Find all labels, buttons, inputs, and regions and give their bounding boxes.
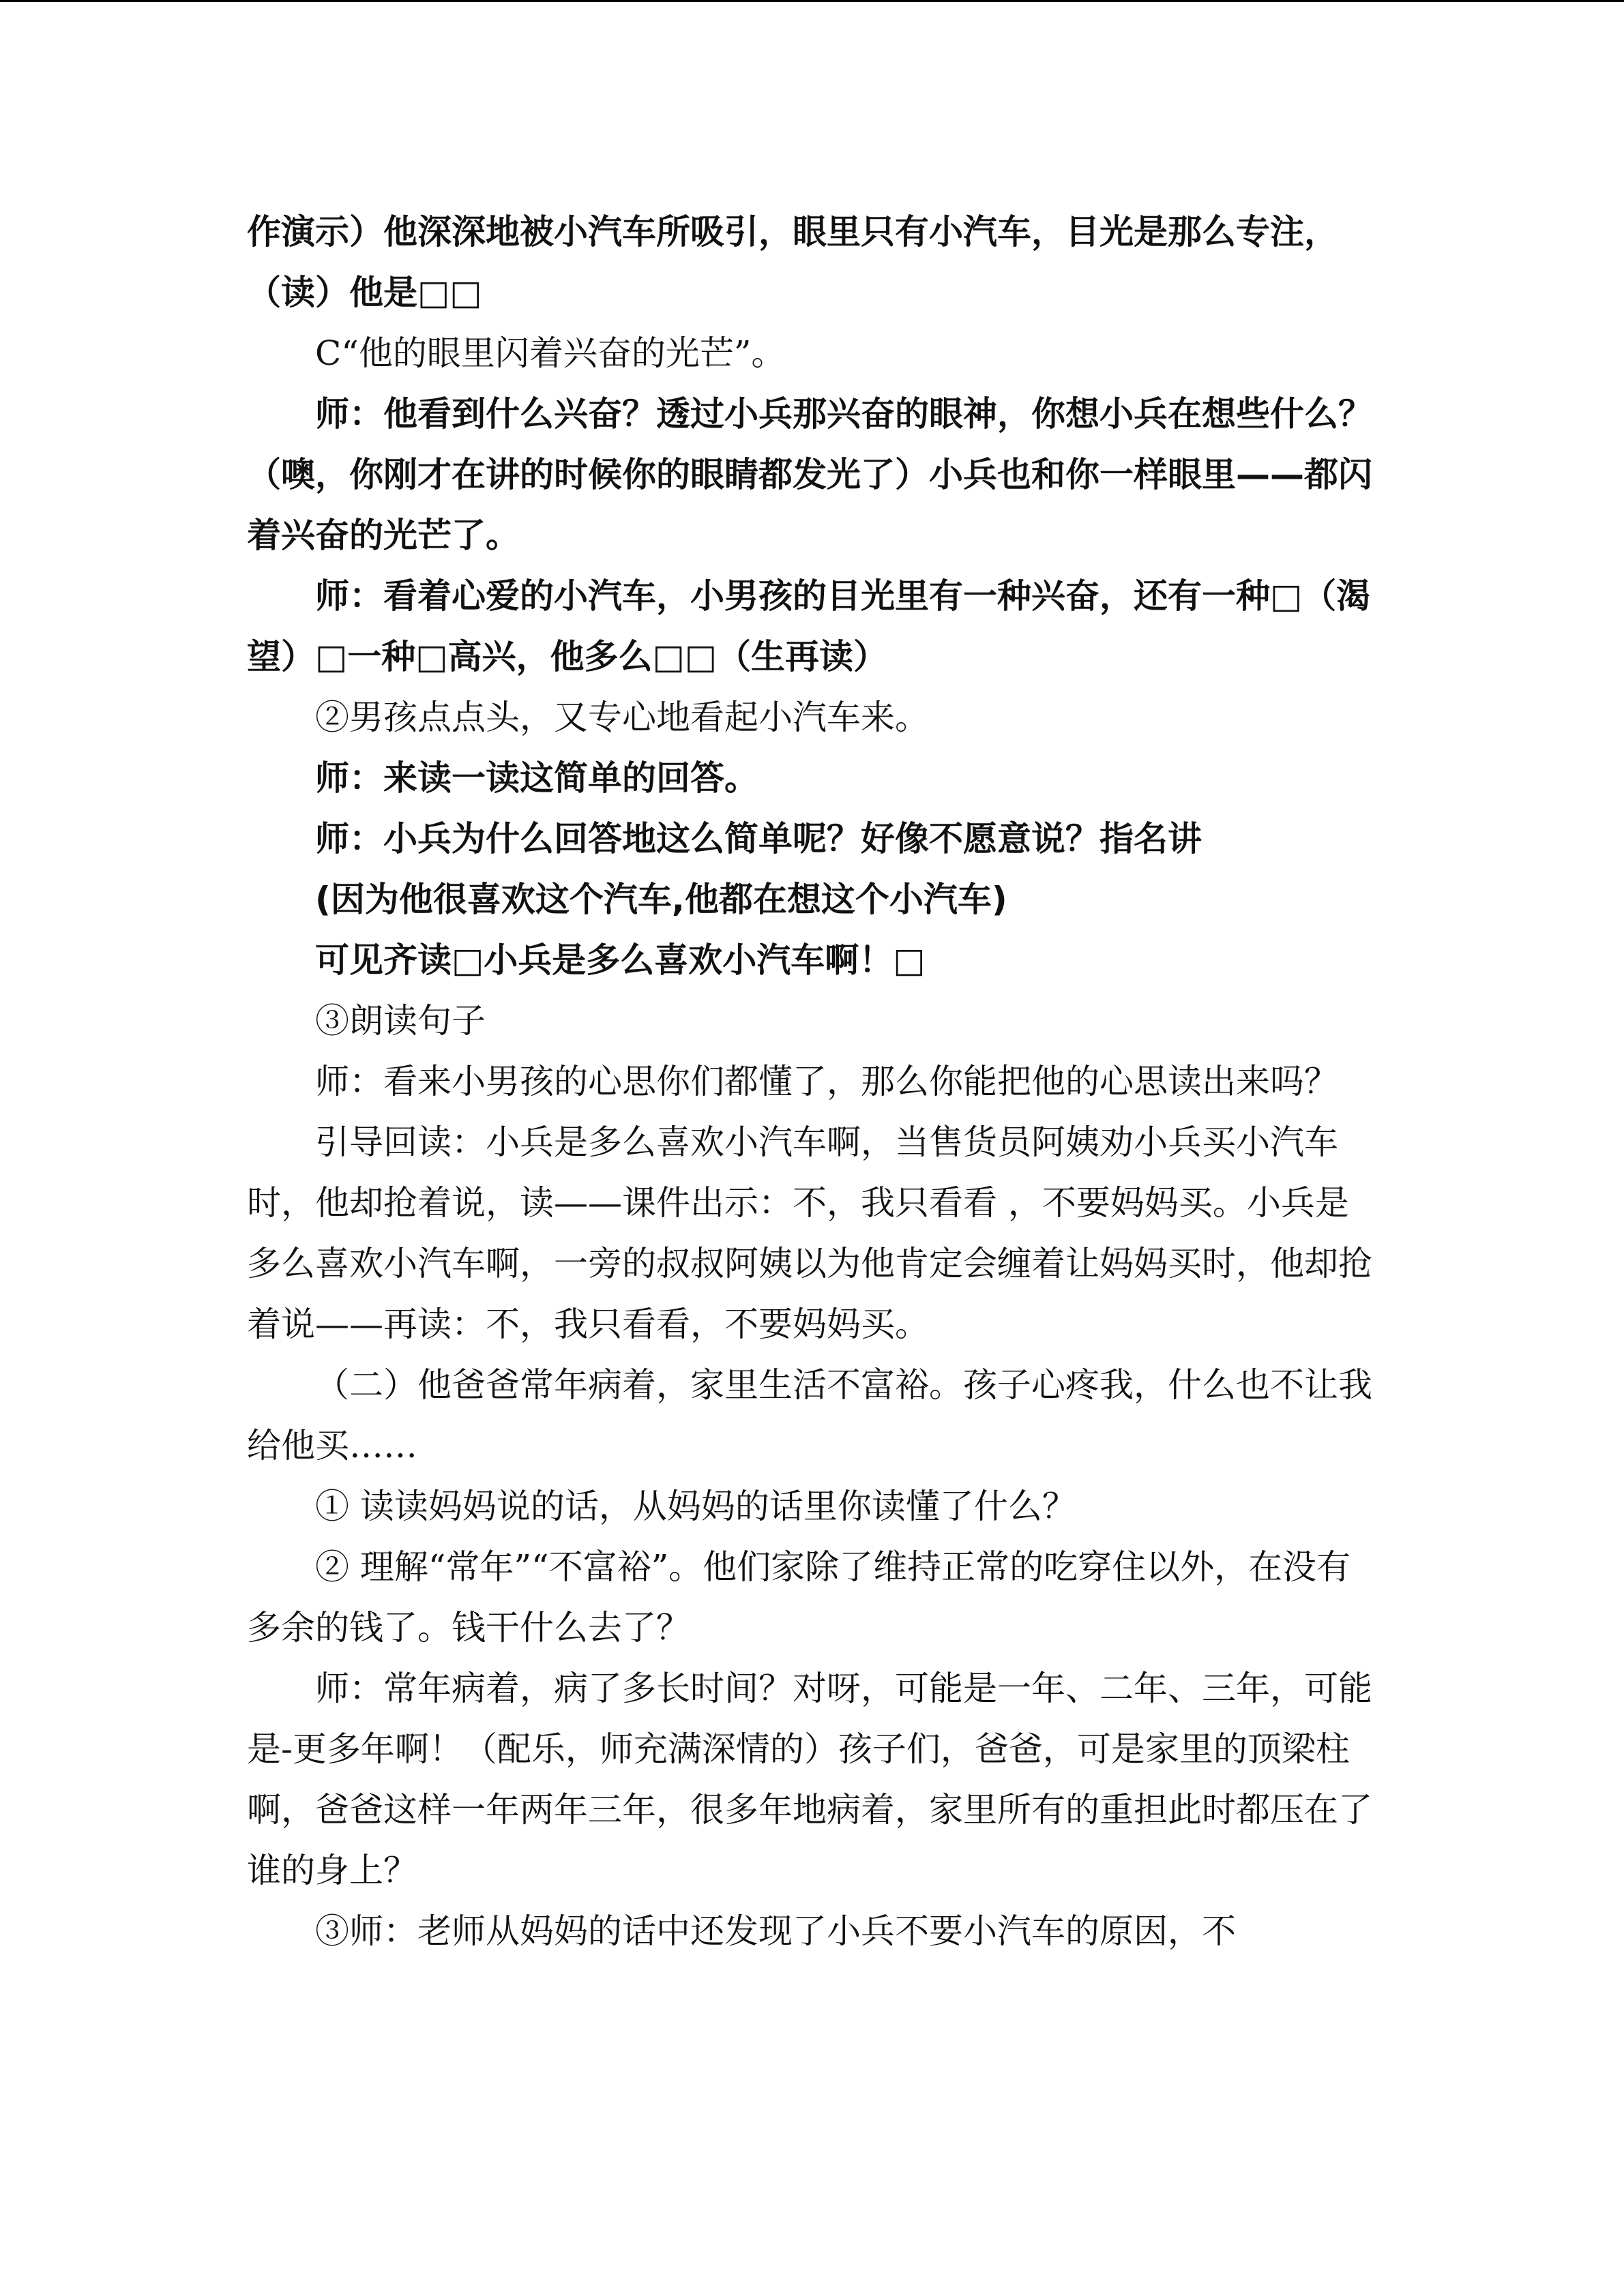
document-body	[247, 202, 1379, 1962]
paragraph-8: (因为他很喜欢这个汽车,他都在想这个小汽车)	[315, 880, 1007, 919]
paragraph-6: 师：来读一读这简单的回答。	[315, 758, 758, 798]
paragraph-4: 师：看着心爱的小汽车，小男孩的目光里有一种兴奋，还有一种□（渴望）□一种□高兴，他多么□□（生再读）	[247, 576, 1371, 676]
paragraph-11: 师：看来小男孩的心思你们都懂了，那么你能把他的心思读出来吗？	[315, 1062, 1338, 1101]
page-top-border	[0, 0, 1624, 2]
paragraph-15: ② 理解“常年”“不富裕”。他们家除了维持正常的吃穿住以外，在没有多余的钱了。钱干什么去了？	[247, 1547, 1351, 1648]
paragraph-13: （二）他爸爸常年病着，家里生活不富裕。孩子心疼我，什么也不让我给他买……	[247, 1365, 1372, 1465]
paragraph-3: 师：他看到什么兴奋？透过小兵那兴奋的眼神，你想小兵在想些什么？（噢，你刚才在讲的时候你的眼睛都发光了）小兵也和你一样眼里——都闪着兴奋的光芒了。	[247, 394, 1372, 555]
paragraph-7: 师：小兵为什么回答地这么简单呢？好像不愿意说？指名讲	[315, 819, 1202, 859]
paragraph-9: 可见齐读□小兵是多么喜欢小汽车啊！□	[315, 940, 926, 980]
paragraph-16: 师：常年病着，病了多长时间？对呀，可能是一年、二年、三年，可能是-更多年啊！（配乐，师充满深情的）孩子们，爸爸，可是家里的顶梁柱啊，爸爸这样一年两年三年，很多年地病着，家里所有的重担此时都压在了谁的身上？	[247, 1669, 1372, 1890]
paragraph-1: 作演示）他深深地被小汽车所吸引，眼里只有小汽车，目光是那么专注，（读）他是□□	[247, 212, 1338, 312]
paragraph-5: ②男孩点点头，又专心地看起小汽车来。	[315, 698, 929, 737]
paragraph-10: ③朗读句子	[315, 1001, 486, 1041]
paragraph-12: 引导回读：小兵是多么喜欢小汽车啊，当售货员阿姨劝小兵买小汽车时，他却抢着说，读——课件出示：不，我只看看 ，不要妈妈买。小兵是多么喜欢小汽车啊，一旁的叔叔阿姨以为他肯定会缠着让妈妈买时，他却抢着说——再读：不，我只看看，不要妈妈买。	[247, 1122, 1372, 1344]
paragraph-2: C“他的眼里闪着兴奋的光芒”。	[315, 333, 786, 373]
paragraph-14: ① 读读妈妈说的话，从妈妈的话里你读懂了什么？	[315, 1487, 1076, 1526]
paragraph-17: ③师：老师从妈妈的话中还发现了小兵不要小汽车的原因，不	[315, 1911, 1236, 1951]
